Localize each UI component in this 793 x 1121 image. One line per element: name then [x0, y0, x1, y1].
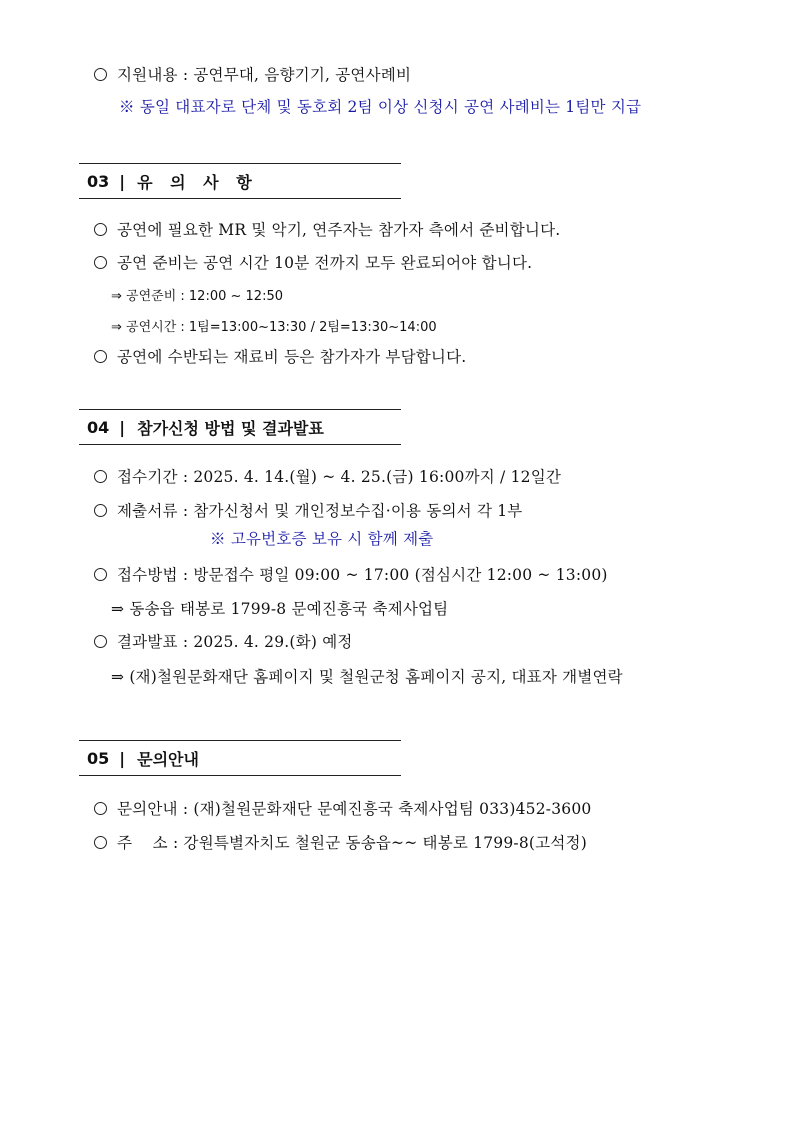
section-heading-03	[79, 163, 401, 199]
list-item: 공연 준비는 공연 시간 10분 전까지 모두 완료되어야 합니다.	[94, 251, 532, 273]
list-item: 제출서류 : 참가신청서 및 개인정보수집·이용 동의서 각 1부	[94, 499, 522, 521]
docs-note: ※ 고유번호증 보유 시 함께 제출	[210, 530, 434, 548]
result-notice: ⇒ (재)철원문화재단 홈페이지 및 철원군청 홈페이지 공지, 대표자 개별연락	[111, 668, 623, 686]
section-number: 05	[87, 748, 110, 768]
support-item: 지원내용 : 공연무대, 음향기기, 공연사례비	[94, 63, 411, 85]
bullet-circle-icon	[94, 470, 107, 483]
list-item	[94, 831, 587, 853]
section-number: 04	[87, 417, 110, 437]
section-heading-05	[79, 740, 401, 776]
method-address: ⇒ 동송읍 태봉로 1799-8 문예진흥국 축제사업팀	[111, 600, 449, 618]
list-item: 접수방법 : 방문접수 평일 09:00 ~ 17:00 (점심시간 12:00 ~ 13:00)	[94, 563, 608, 585]
bullet-circle-icon	[94, 68, 107, 81]
bullet-circle-icon	[94, 836, 107, 849]
bullet-circle-icon	[94, 504, 107, 517]
section-divider: |	[119, 748, 126, 768]
list-item: 접수기간 : 2025. 4. 14.(월) ~ 4. 25.(금) 16:00까지 / 12일간	[94, 465, 561, 487]
section-divider: |	[119, 417, 126, 437]
show-time: ⇒ 공연시간 : 1팀=13:00~13:30 / 2팀=13:30~14:00	[111, 320, 437, 335]
bullet-circle-icon	[94, 802, 107, 815]
address-value: : 강원특별자치도 철원군 동송읍~~ 태봉로 1799-8(고석정)	[167, 834, 587, 852]
bullet-circle-icon	[94, 256, 107, 269]
section-divider: |	[119, 171, 126, 191]
section-number: 03	[87, 171, 110, 191]
list-item: 문의안내 : (재)철원문화재단 문예진흥국 축제사업팀 033)452-3600	[94, 797, 592, 819]
section-title: 유 의 사 항	[137, 172, 258, 192]
list-item: 공연에 수반되는 재료비 등은 참가자가 부담합니다.	[94, 345, 466, 367]
address-label: 주 소	[117, 834, 168, 852]
section-heading-04	[79, 409, 401, 445]
prep-time: ⇒ 공연준비 : 12:00 ~ 12:50	[111, 289, 283, 304]
section-title: 참가신청 방법 및 결과발표	[137, 418, 324, 438]
bullet-circle-icon	[94, 350, 107, 363]
list-item: 공연에 필요한 MR 및 악기, 연주자는 참가자 측에서 준비합니다.	[94, 218, 560, 240]
section-title: 문의안내	[137, 749, 199, 769]
bullet-circle-icon	[94, 568, 107, 581]
list-item: 결과발표 : 2025. 4. 29.(화) 예정	[94, 630, 353, 652]
bullet-circle-icon	[94, 223, 107, 236]
bullet-circle-icon	[94, 635, 107, 648]
support-note: ※ 동일 대표자로 단체 및 동호회 2팀 이상 신청시 공연 사례비는 1팀만 지급	[119, 98, 642, 116]
